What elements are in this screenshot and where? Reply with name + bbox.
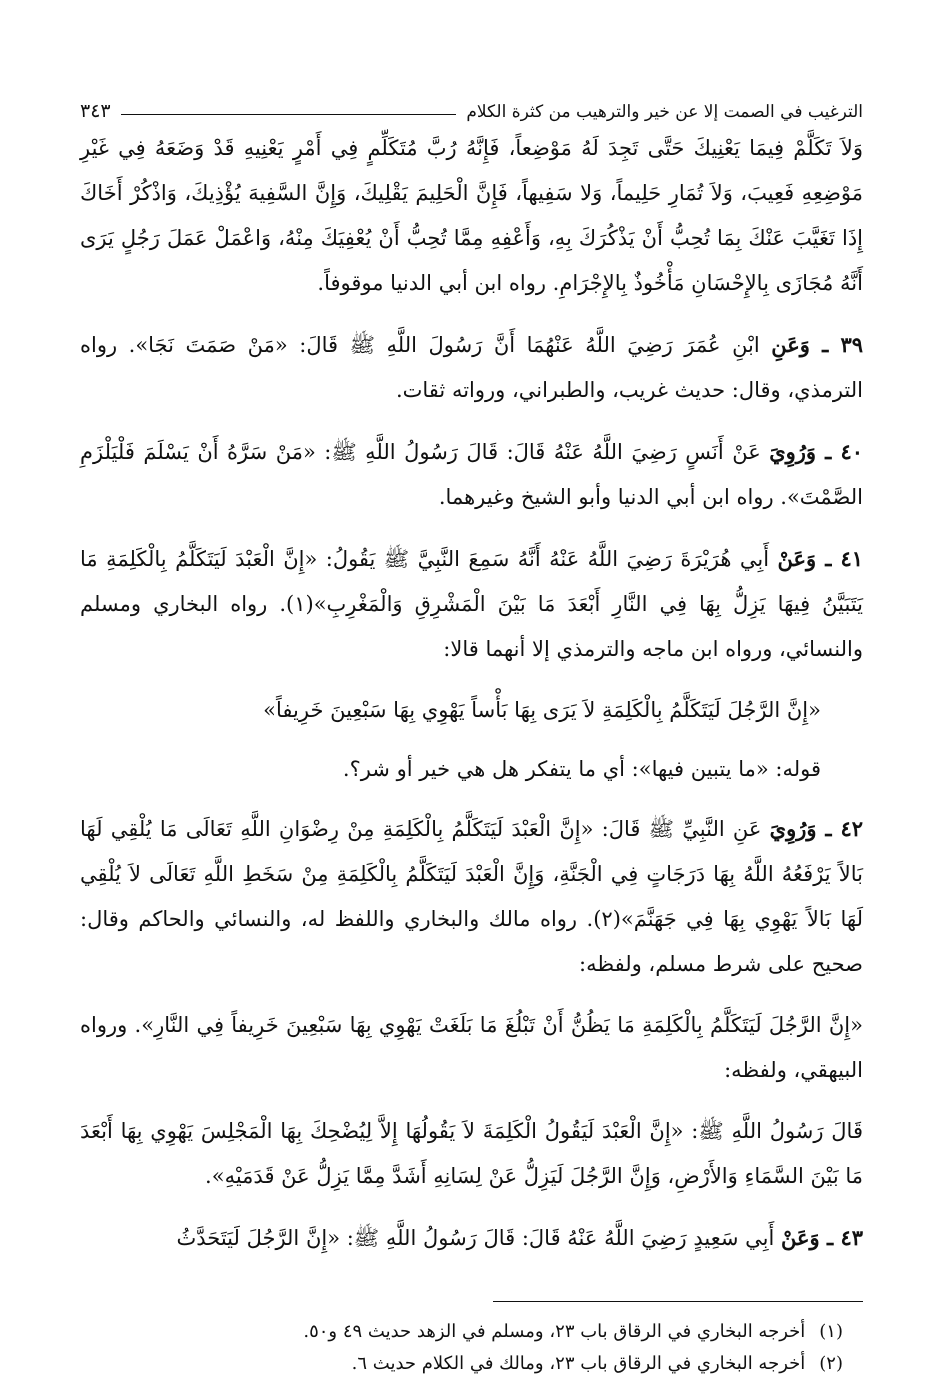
footnote-separator: [493, 1301, 863, 1302]
paragraph-text: وَلاَ تَكَلَّمْ فِيمَا يَعْنِيكَ حَتَّى تَجِدَ لَهُ مَوْضِعاً، فَإِنَّهُ رُبَّ مُتَكَلِّمٍ فِي أَمْرٍ يَعْنِيهِ قَدْ وَضَعَهُ فِي غَيْرِ مَوْضِعِهِ فَعِيبَ، وَلاَ تُمَارِ حَلِيماً، وَلا سَفِيهاً، فَإِنَّ الْحَلِيمَ يَقْلِيكَ، وَإِنَّ السَّفِيهَ يُؤْذِيكَ، وَاذْكُرْ أَخَاكَ إِذَا تَغَيَّبَ عَنْكَ بِمَا تُحِبُّ أَنْ يَذْكُرَكَ بِهِ، وَأَعْفِهِ مِمَّا تُحِبُّ أَنْ يُعْفِيَكَ مِنْهُ، وَاعْمَلْ عَمَلَ رَجُلٍ يَرَى أَنَّهُ مُجَازَى بِالإِحْسَانِ مَأْخُوذٌ بِالإِجْرَامِ. رواه ابن أبي الدنيا موقوفاً.: [80, 136, 863, 295]
footnote-item: [80, 1348, 863, 1380]
hadith-number: ٤٢ ـ وَرُوِيَ: [769, 816, 863, 841]
quoted-narration-1: «إِنَّ الرَّجُلَ لَيَتَكَلَّمُ بِالْكَلِمَةِ لاَ يَرَى بِهَا بَأْساً يَهْوِي بِهَا سَبْعِينَ خَرِيفاً»: [263, 698, 821, 722]
paragraph-text: عَنْ أَنَسٍ رَضِيَ اللَّهُ عَنْهُ قَالَ: قَالَ رَسُولُ اللَّهِ ﷺ: «مَنْ سَرَّهُ أَنْ يَسْلَمَ فَلْيَلْزَمِ الصَّمْتَ». رواه ابن أبي الدنيا وأبو الشيخ وغيرهما.: [80, 440, 863, 509]
hadith-number: ٣٩ ـ وَعَنِ: [771, 332, 864, 357]
page-number: ٣٤٣: [80, 100, 111, 122]
paragraph-text: ابْنِ عُمَرَ رَضِيَ اللَّهُ عَنْهُمَا أَنَّ رَسُولَ اللَّهِ ﷺ قَالَ: «مَنْ صَمَتَ نَجَا». رواه الترمذي، وقال: حديث غريب، والطبراني، ورواته ثقات.: [80, 333, 863, 402]
running-header: [80, 70, 863, 122]
footnote-item: [80, 1316, 863, 1348]
header-rule: [121, 114, 457, 115]
paragraph-text: أَبِي هُرَيْرَةَ رَضِيَ اللَّهُ عَنْهُ أَنَّهُ سَمِعَ النَّبِيَّ ﷺ يَقُولُ: «إِنَّ الْعَبْدَ لَيَتَكَلَّمُ بِالْكَلِمَةِ مَا يَتَبَيَّنُ فِيهَا يَزِلُّ بِهَا فِي النَّارِ أَبْعَدَ مَا بَيْنَ الْمَشْرِقِ وَالْمَغْرِبِ»(١). رواه البخاري ومسلم والنسائي، ورواه ابن ماجه والترمذي إلا أنهما قالا:: [80, 547, 863, 661]
chapter-title: الترغيب في الصمت إلا عن خير والترهيب من كثرة الكلام: [466, 102, 863, 122]
hadith-number: ٤٣ ـ وَعَنْ: [781, 1225, 863, 1250]
paragraph-continued: [80, 126, 863, 306]
footnote-number: (١): [819, 1321, 843, 1342]
paragraph-text: أَبِي سَعِيدٍ رَضِيَ اللَّهُ عَنْهُ قَالَ: قَالَ رَسُولُ اللَّهِ ﷺ: «إِنَّ الرَّجُلَ لَيَتَحَدَّثُ: [176, 1226, 781, 1250]
hadith-number: ٤١ ـ وَعَنْ: [777, 546, 863, 571]
hadith-39: [80, 322, 863, 413]
gloss-note: قوله: «ما يتبين فيها»: أي ما يتفكر هل هي خير أو شر؟.: [342, 757, 821, 781]
quoted-narration-3: قَالَ رَسُولُ اللَّهِ ﷺ: «إِنَّ الْعَبْدَ لَيَقُولُ الْكَلِمَةَ لاَ يَقُولُهَا إِلاَّ لِيُضْحِكَ بِهَا الْمَجْلِسَ يَهْوِي بِهَا أَبْعَدَ مَا بَيْنَ السَّمَاءِ وَالأَرْضِ، وَإِنَّ الرَّجُلَ لَيَزِلُّ عَنْ لِسَانِهِ أَشَدَّ مِمَّا يَزِلُّ عَنْ قَدَمَيْهِ».: [80, 1119, 863, 1188]
paragraph-text: عَنِ النَّبِيِّ ﷺ قَالَ: «إِنَّ الْعَبْدَ لَيَتَكَلَّمُ بِالْكَلِمَةِ مِنْ رِضْوَانِ اللَّهِ تَعَالَى مَا يُلْقِي لَهَا بَالاً يَرْفَعُهُ اللَّهُ بِهَا دَرَجَاتٍ فِي الْجَنَّةِ، وَإِنَّ الْعَبْدَ لَيَتَكَلَّمُ بِالْكَلِمَةِ مِنْ سَخَطِ اللَّهِ تَعَالَى لاَ يُلْقِي لَهَا بَالاً يَهْوِي بِهَا فِي جَهَنَّمَ»(٢). رواه مالك والبخاري واللفظ له، والنسائي والحاكم وقال: صحيح على شرط مسلم، ولفظه:: [80, 817, 863, 976]
footnote-text: أخرجه البخاري في الرقاق باب ٢٣، ومالك في الكلام حديث ٦.: [351, 1353, 806, 1374]
hadith-42: [80, 806, 863, 987]
hadith-43: [80, 1215, 863, 1261]
hadith-41: [80, 536, 863, 672]
hadith-number: ٤٠ ـ وَرُوِيَ: [769, 439, 863, 464]
footnotes: [80, 1316, 863, 1380]
footnote-text: أخرجه البخاري في الرقاق باب ٢٣، ومسلم في الزهد حديث ٤٩ و٥٠.: [303, 1321, 806, 1342]
quoted-narration-2: «إِنَّ الرَّجُلَ لَيَتَكَلَّمُ بِالْكَلِمَةِ مَا يَظُنُّ أَنْ تَبْلُغَ مَا بَلَغَتْ يَهْوِي بِهَا سَبْعِينَ خَرِيفاً فِي النَّارِ». ورواه البيهقي، ولفظه:: [80, 1013, 863, 1082]
footnote-number: (٢): [819, 1353, 843, 1374]
hadith-40: [80, 429, 863, 520]
page-body: [80, 126, 863, 1261]
